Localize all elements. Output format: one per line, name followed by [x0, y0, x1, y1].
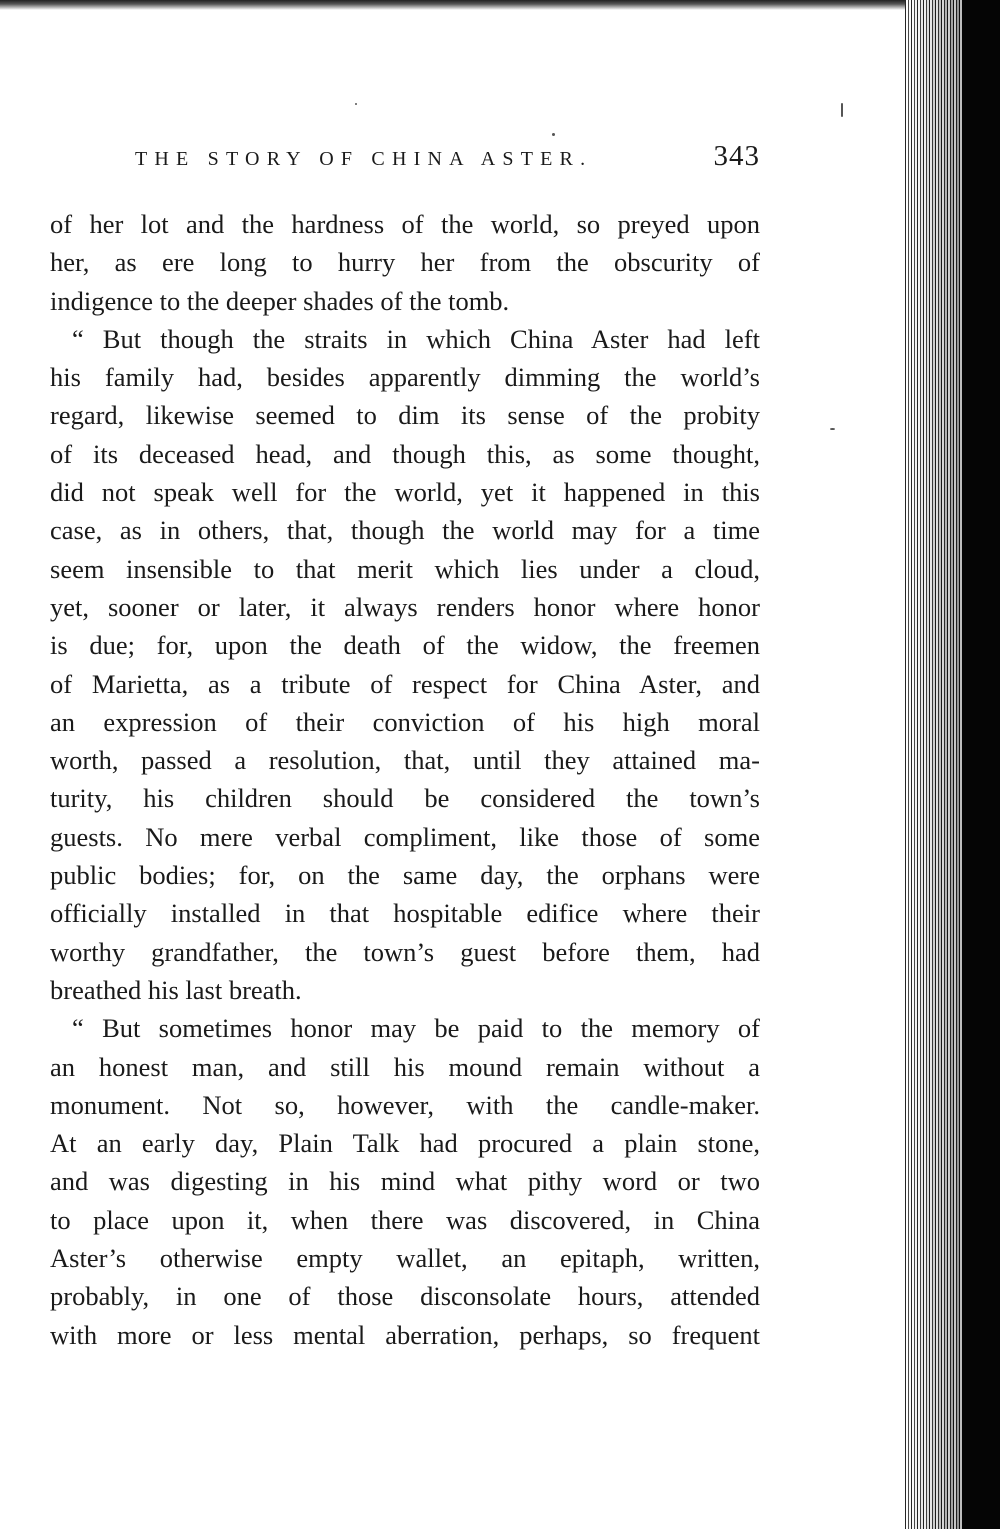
- body-text: [50, 205, 760, 1354]
- text-line: her, as ere long to hurry her from the obscurity of: [50, 247, 760, 278]
- text-line: of Marietta, as a tribute of respect for China Aster, and: [50, 668, 760, 699]
- text-line: case, as in others, that, though the world may for a time: [50, 515, 760, 546]
- text-line: and was digesting in his mind what pithy word or two: [50, 1166, 760, 1197]
- text-line: breathed his last breath.: [50, 974, 302, 1005]
- text-line: guests. No mere verbal compliment, like those of some: [50, 821, 760, 852]
- text-line: monument. Not so, however, with the candle-maker.: [50, 1089, 760, 1120]
- text-line: worthy grandfather, the town’s guest before them, had: [50, 936, 760, 967]
- text-line: of her lot and the hardness of the world, so preyed upon: [50, 209, 760, 239]
- text-line: an expression of their conviction of his high moral: [50, 706, 760, 737]
- scan-speck: [552, 133, 555, 136]
- text-line: to place upon it, when there was discovered, in China: [50, 1204, 760, 1235]
- text-line: At an early day, Plain Talk had procured a plain stone,: [50, 1128, 760, 1159]
- text-line: of its deceased head, and though this, as some thought,: [50, 438, 760, 469]
- running-title: THE STORY OF CHINA ASTER.: [135, 148, 593, 170]
- text-line: did not speak well for the world, yet it happened in this: [50, 477, 760, 508]
- text-line: with more or less mental aberration, perhaps, so frequent: [50, 1319, 760, 1350]
- scan-speck: [830, 428, 835, 430]
- book-binding-shadow: [962, 0, 1000, 1529]
- text-line: worth, passed a resolution, that, until they attained ma-: [50, 745, 760, 776]
- text-line: indigence to the deeper shades of the tomb.: [50, 285, 510, 316]
- text-line: his family had, besides apparently dimming the world’s: [50, 362, 760, 393]
- text-line: regard, likewise seemed to dim its sense of the probity: [50, 400, 760, 431]
- text-line: probably, in one of those disconsolate hours, attended: [50, 1281, 760, 1312]
- text-line: is due; for, upon the death of the widow, the freemen: [50, 630, 760, 661]
- scan-speck: [355, 103, 357, 105]
- scan-speck: [841, 103, 843, 117]
- text-line: public bodies; for, on the same day, the orphans were: [50, 860, 760, 891]
- page-top-edge: [0, 0, 1000, 10]
- page-number: 343: [713, 140, 760, 172]
- paragraph-first-line: “ But though the straits in which China Aster had left: [72, 323, 760, 354]
- text-line: yet, sooner or later, it always renders honor where honor: [50, 591, 760, 622]
- text-line: officially installed in that hospitable edifice where their: [50, 898, 760, 929]
- running-header: [135, 140, 760, 180]
- text-line: an honest man, and still his mound remain without a: [50, 1051, 760, 1082]
- text-line: seem insensible to that merit which lies under a cloud,: [50, 553, 760, 584]
- paragraph-first-line: “ But sometimes honor may be paid to the memory of: [72, 1013, 760, 1044]
- text-line: turity, his children should be considered the town’s: [50, 783, 760, 814]
- text-line: Aster’s otherwise empty wallet, an epitaph, written,: [50, 1243, 760, 1274]
